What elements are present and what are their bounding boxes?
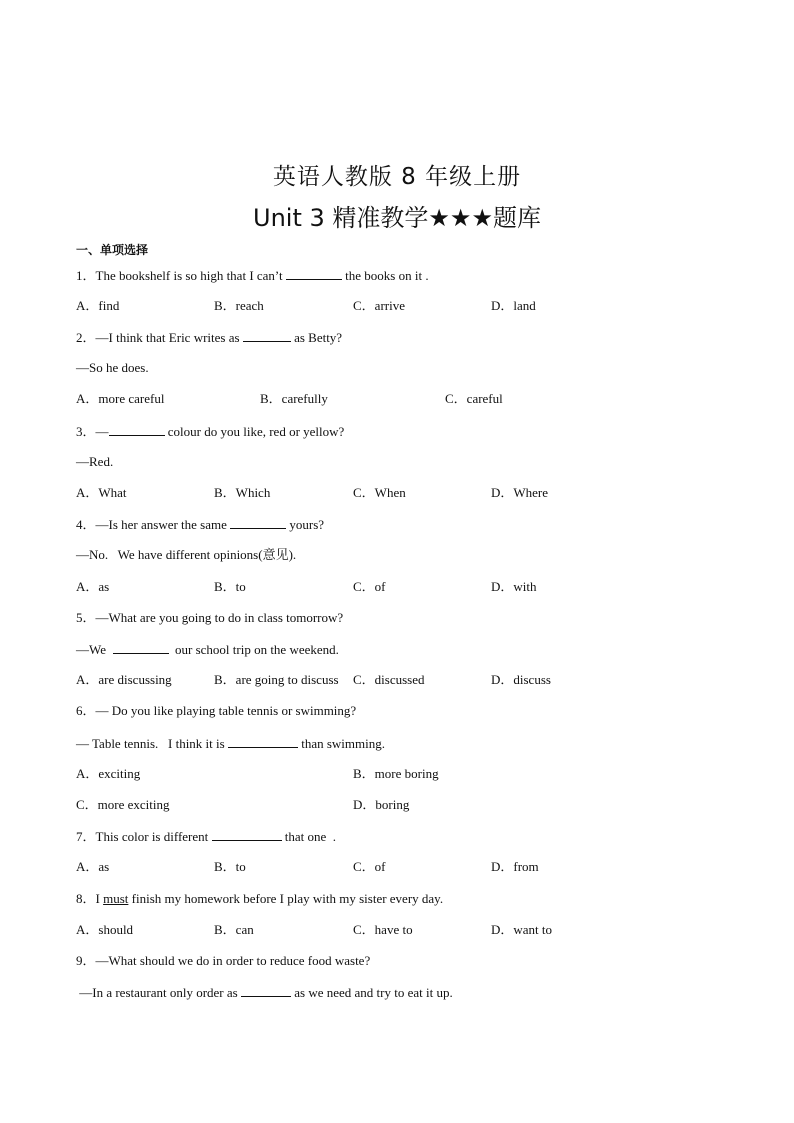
question-2-stem: 2．—I think that Eric writes as as Betty?: [76, 330, 343, 345]
question-2-reply: —So he does.: [76, 360, 149, 375]
q3-option-b: B．Which: [214, 485, 271, 500]
q7-option-b: B．to: [214, 859, 246, 874]
question-9-stem: 9．—What should we do in order to reduce food waste?: [76, 953, 371, 968]
question-8-stem: 8．I must finish my homework before I play with my sister every day.: [76, 891, 444, 906]
q3-option-d: D．Where: [491, 485, 549, 500]
q4-option-a: A．as: [76, 579, 110, 594]
underlined-word: must: [103, 891, 129, 906]
q7-option-a: A．as: [76, 859, 110, 874]
question-6-reply: — Table tennis. I think it is than swimming.: [76, 736, 385, 751]
answer-blank: [228, 734, 298, 748]
q3-option-c: C．When: [353, 485, 406, 500]
q3-option-a: A．What: [76, 485, 127, 500]
q5-option-b: B．are going to discuss: [214, 672, 339, 687]
answer-blank: [113, 640, 169, 654]
q5-option-c: C．discussed: [353, 672, 425, 687]
q1-option-c: C．arrive: [353, 298, 405, 313]
q4-option-c: C．of: [353, 579, 386, 594]
q6-option-b: B．more boring: [353, 766, 439, 781]
q1-option-a: A．find: [76, 298, 120, 313]
question-7-stem: 7．This color is different that one .: [76, 829, 337, 844]
answer-blank: [241, 983, 291, 997]
q7-option-d: D．from: [491, 859, 539, 874]
question-4-stem: 4．—Is her answer the same yours?: [76, 517, 325, 532]
answer-blank: [212, 827, 282, 841]
q2-option-c: C．careful: [445, 391, 503, 406]
question-9-reply: —In a restaurant only order as as we need and try to eat it up.: [76, 985, 453, 1000]
answer-blank: [109, 422, 165, 436]
q8-option-a: A．should: [76, 922, 134, 937]
q8-option-d: D．want to: [491, 922, 553, 937]
q8-option-c: C．have to: [353, 922, 413, 937]
q4-option-d: D．with: [491, 579, 537, 594]
q5-option-a: A．are discussing: [76, 672, 172, 687]
q8-option-b: B．can: [214, 922, 254, 937]
section-heading: 一、单项选择: [76, 243, 149, 257]
q2-option-b: B．carefully: [260, 391, 328, 406]
question-4-reply: —No. We have different opinions(意见).: [76, 547, 297, 562]
document-subtitle: Unit 3 精准教学★★★题库: [253, 204, 541, 232]
answer-blank: [230, 515, 286, 529]
q1-option-b: B．reach: [214, 298, 264, 313]
q6-option-c: C．more exciting: [76, 797, 170, 812]
question-3-reply: —Red.: [76, 454, 114, 469]
q4-option-b: B．to: [214, 579, 246, 594]
answer-blank: [243, 328, 291, 342]
question-3-stem: 3．— colour do you like, red or yellow?: [76, 424, 345, 439]
q6-option-d: D．boring: [353, 797, 410, 812]
question-5-stem: 5．—What are you going to do in class tomorrow?: [76, 610, 344, 625]
answer-blank: [286, 266, 342, 280]
question-5-reply: —We our school trip on the weekend.: [76, 642, 339, 657]
document-title: 英语人教版 8 年级上册: [272, 164, 522, 190]
question-1-stem: 1．The bookshelf is so high that I can’t the books on it .: [76, 268, 429, 283]
q5-option-d: D．discuss: [491, 672, 551, 687]
q2-option-a: A．more careful: [76, 391, 165, 406]
q7-option-c: C．of: [353, 859, 386, 874]
q1-option-d: D．land: [491, 298, 536, 313]
q6-option-a: A．exciting: [76, 766, 141, 781]
question-6-stem: 6．— Do you like playing table tennis or swimming?: [76, 703, 357, 718]
